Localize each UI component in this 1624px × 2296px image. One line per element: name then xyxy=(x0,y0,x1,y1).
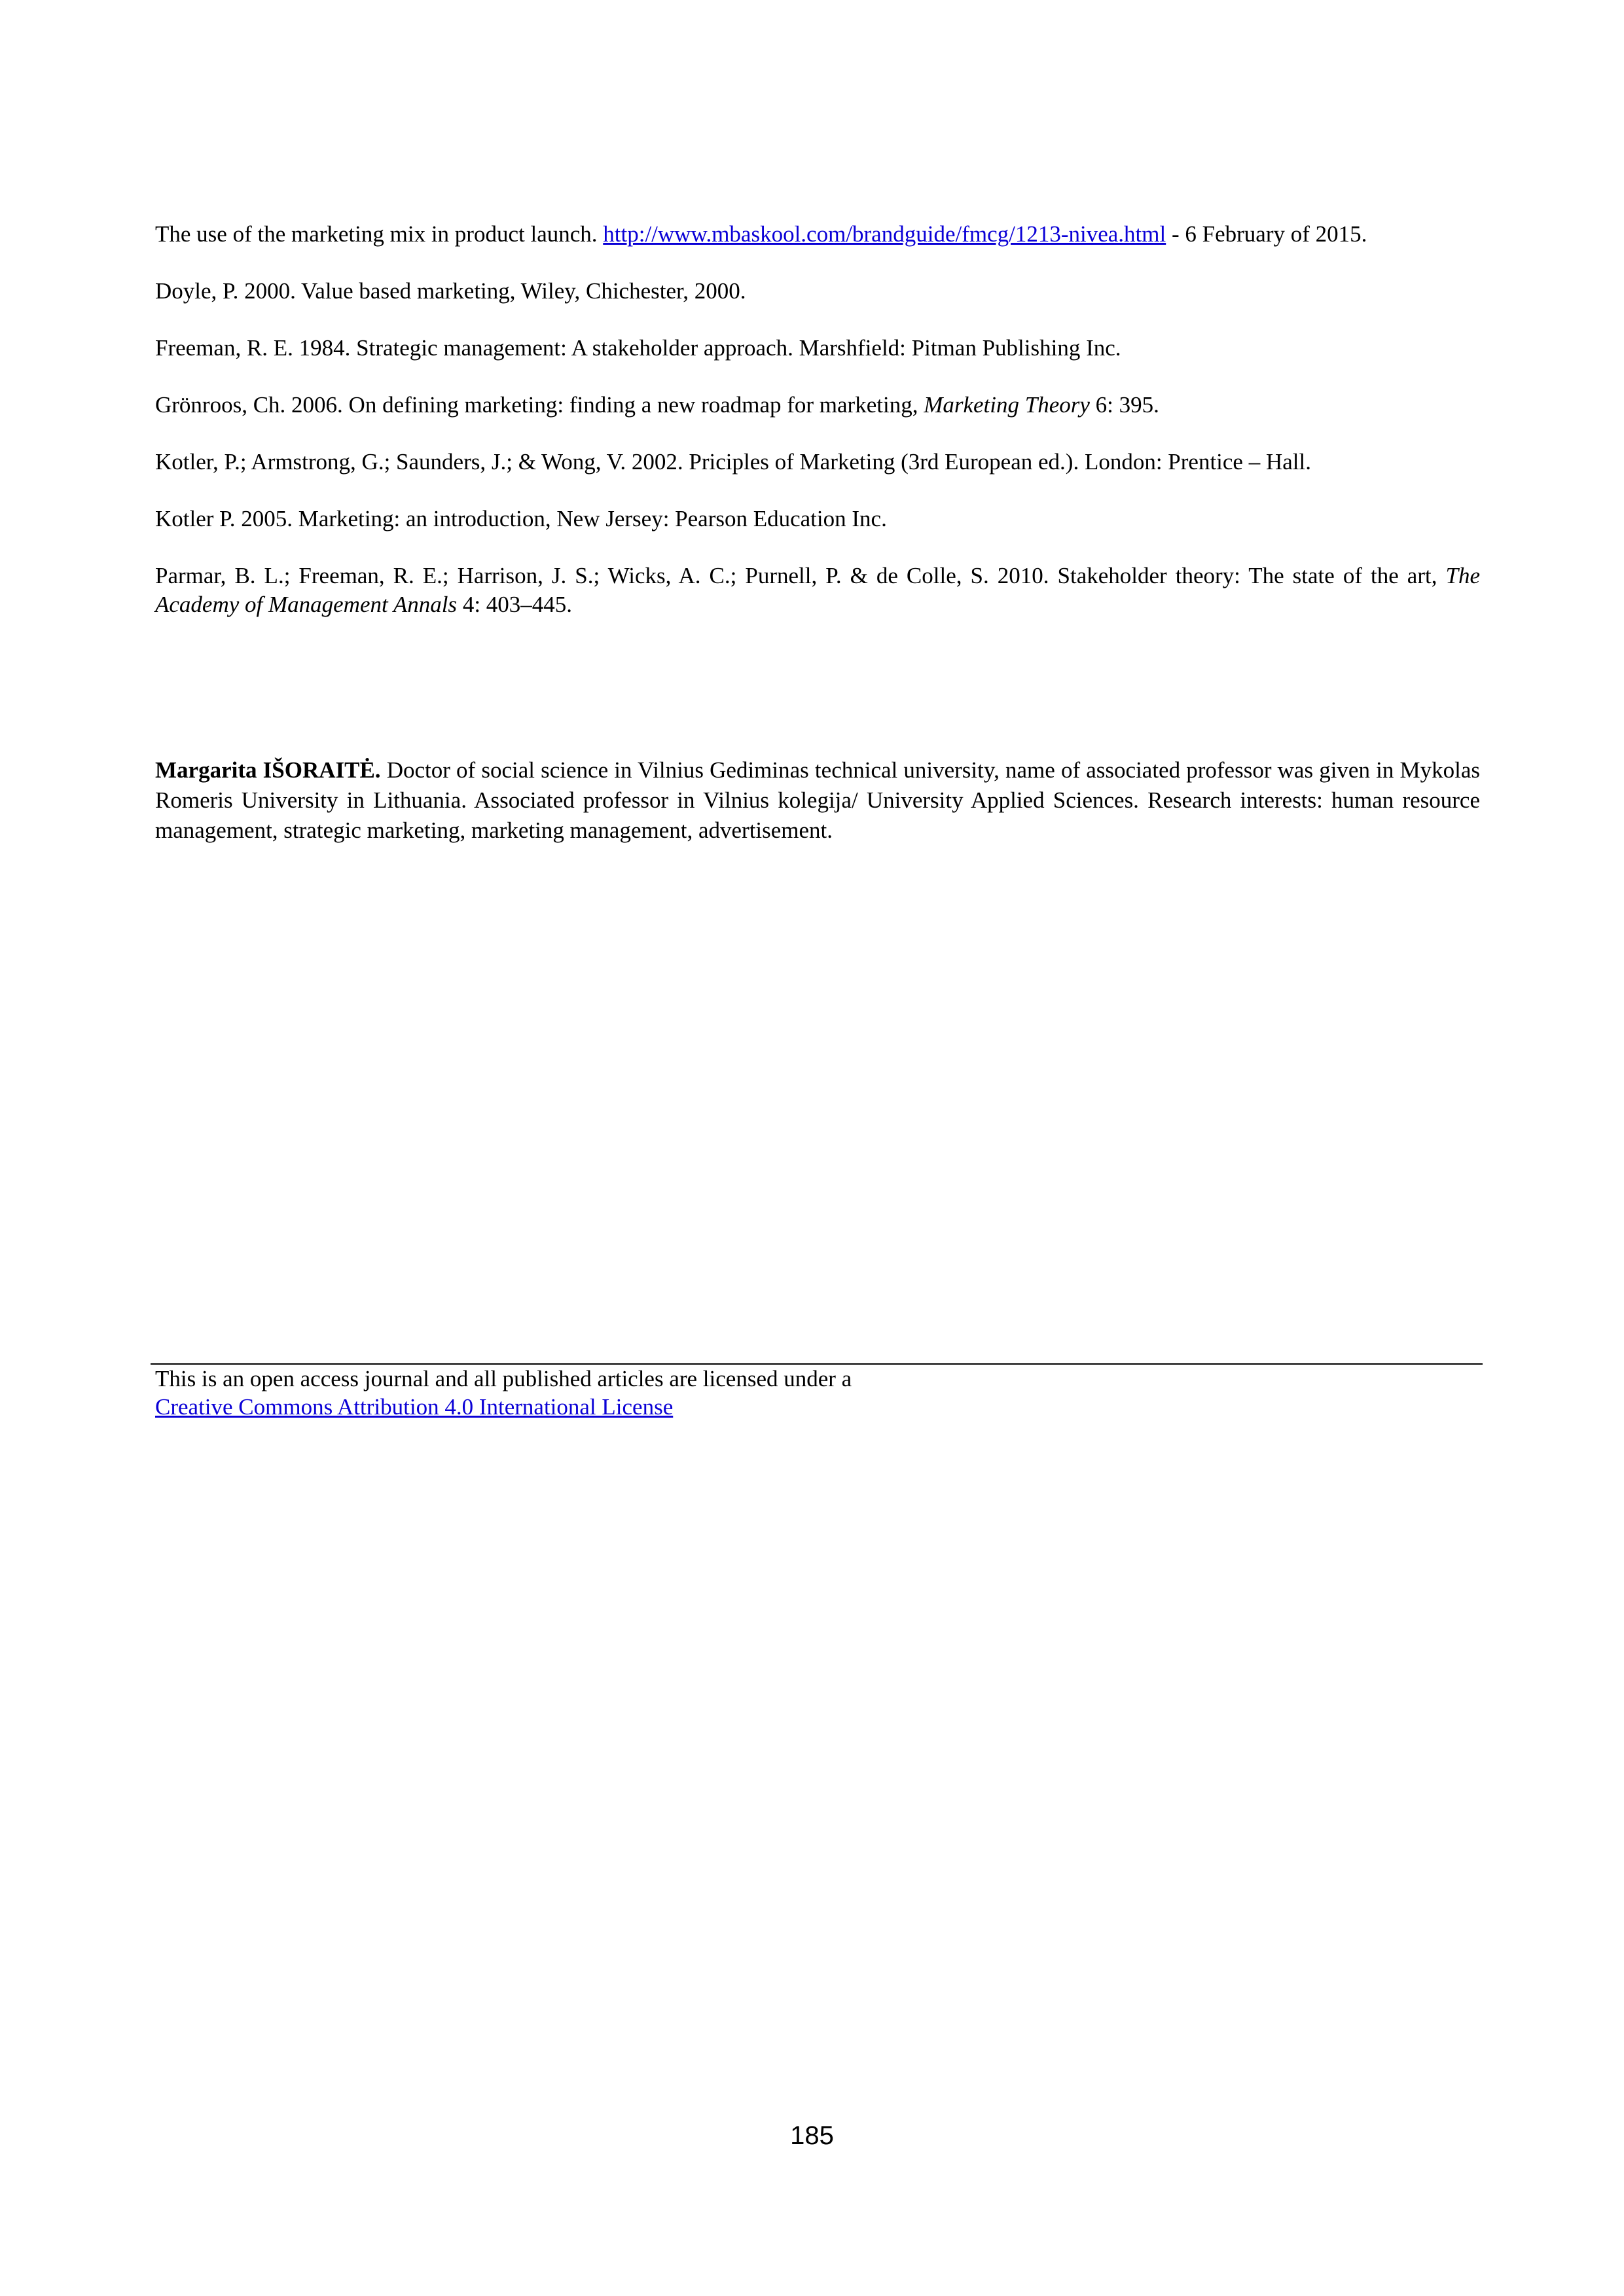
reference-item xyxy=(155,220,1480,249)
reference-text: - 6 February of 2015. xyxy=(1166,221,1367,247)
reference-text: The use of the marketing mix in product launch. xyxy=(155,221,604,247)
license-text: This is an open access journal and all published articles are licensed under a xyxy=(155,1366,852,1391)
reference-link[interactable]: http://www.mbaskool.com/brandguide/fmcg/1213-nivea.html xyxy=(603,221,1166,247)
reference-item xyxy=(155,562,1480,619)
journal-title: Marketing Theory xyxy=(924,392,1090,418)
author-bio-text: Doctor of social science in Vilnius Gediminas technical university, name of associated professor was given in Mykolas Romeris University in Lithuania. Associated professor in Vilnius kolegija/ University Applied Sciences. Research interests: human resource management, strategic marketing, marketing management, advertisement. xyxy=(155,757,1480,843)
reference-item: Doyle, P. 2000. Value based marketing, Wiley, Chichester, 2000. xyxy=(155,278,746,304)
reference-list xyxy=(155,220,1480,619)
reference-item xyxy=(155,391,1480,420)
author-name: Margarita IŠORAITĖ. xyxy=(155,757,381,783)
reference-text: Parmar, B. L.; Freeman, R. E.; Harrison, J. S.; Wicks, A. C.; Purnell, P. & de Colle, S. 2010. Stakeholder theory: The state of the art, xyxy=(155,563,1446,588)
license-link[interactable]: Creative Commons Attribution 4.0 International License xyxy=(155,1394,674,1420)
page-number: 185 xyxy=(790,2121,834,2150)
reference-text: 6: 395. xyxy=(1089,392,1159,418)
reference-text: 4: 403–445. xyxy=(457,592,573,617)
reference-item: Kotler P. 2005. Marketing: an introduction, New Jersey: Pearson Education Inc. xyxy=(155,506,887,531)
reference-item: Kotler, P.; Armstrong, G.; Saunders, J.; & Wong, V. 2002. Priciples of Marketing (3rd European ed.). London: Prentice – Hall. xyxy=(155,449,1311,475)
reference-item: Freeman, R. E. 1984. Strategic management: A stakeholder approach. Marshfield: Pitman Publishing Inc. xyxy=(155,335,1121,361)
reference-text: Grönroos, Ch. 2006. On defining marketing: finding a new roadmap for marketing, xyxy=(155,392,924,418)
license-notice xyxy=(155,1365,1202,1421)
author-bio xyxy=(155,755,1480,846)
journal-title: The Academy of Management Annals xyxy=(155,563,1480,617)
